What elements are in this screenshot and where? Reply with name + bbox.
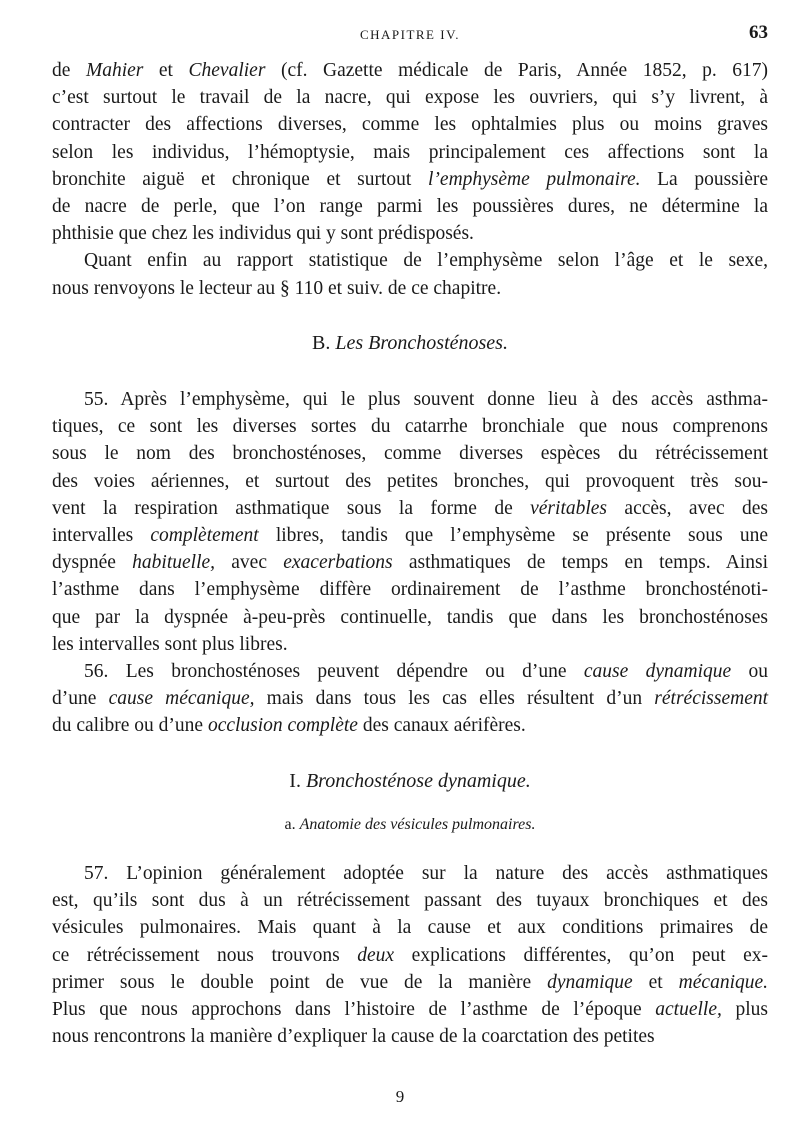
text-line [52, 84, 768, 111]
text-run: de [52, 60, 86, 81]
text-run: du calibre ou d’une [52, 715, 208, 737]
text-run: a. [284, 815, 300, 833]
italic-text: Anatomie des vésicules pulmonaires. [299, 815, 536, 833]
running-head [52, 22, 768, 46]
italic-text: Mahier [85, 60, 144, 81]
text-line [52, 942, 768, 969]
text-run: des voies aériennes, et surtout des petites bronches, qui provoquent très sou- [52, 470, 768, 492]
text-run: 57. L’opinion généralement adoptée sur la nature des accès asthmatiques [84, 863, 768, 885]
italic-text: cause mécanique, [108, 688, 255, 710]
text-line [52, 914, 768, 941]
text-run: B. [312, 331, 336, 354]
text-line [52, 576, 768, 603]
text-run: tiques, ce sont les diverses sortes du catarrhe bronchiale que nous comprenons [52, 416, 768, 438]
text-run: bronchite aiguë et chronique et surtout [52, 168, 428, 190]
text-run: vent la respiration asthmatique sous la forme de [52, 497, 531, 519]
italic-text: complètement [150, 525, 259, 547]
paragraph-57 [52, 860, 768, 1050]
text-run: plus [721, 999, 768, 1021]
paragraph-continuation [52, 57, 768, 247]
text-line [52, 220, 768, 247]
text-run: vésicules pulmonaires. Mais quant à la cause et aux conditions primaires de [52, 917, 768, 939]
text-line [52, 1023, 768, 1050]
text-run: mais dans tous les cas elles résultent d’un [254, 688, 655, 710]
text-line [52, 495, 768, 522]
text-run: phthisie que chez les individus qui y sont prédisposés. [52, 223, 474, 245]
text-run: avec [215, 552, 284, 574]
page-number: 63 [749, 22, 768, 43]
text-run: selon les individus, l’hémoptysie, mais principalement ces affections sont la [52, 141, 768, 163]
body-text [52, 57, 768, 1051]
text-run: explications différentes, qu’on peut ex- [394, 944, 768, 966]
text-run: libres, tandis que l’emphysème se présente sous une [258, 525, 769, 547]
italic-text: Bronchosténose dynamique. [305, 769, 531, 792]
text-line [52, 631, 768, 658]
text-line [52, 712, 768, 739]
text-run: contracter des affections diverses, comme les ophtalmies plus ou moins graves [52, 114, 768, 136]
subsection-heading-a [52, 811, 768, 838]
italic-text: actuelle, [655, 999, 722, 1021]
signature-mark: 9 [395, 1087, 405, 1106]
text-line [52, 604, 768, 631]
text-line [52, 111, 768, 138]
text-line [52, 468, 768, 495]
running-title: CHAPITRE IV. [359, 27, 461, 42]
text-run: ce rétrécissement nous trouvons [52, 944, 358, 966]
text-line [52, 860, 768, 887]
text-line [52, 57, 768, 84]
text-run: accès, avec des [607, 497, 768, 519]
text-run: dyspnée [52, 552, 133, 574]
italic-text: cause dynamique [583, 661, 732, 683]
italic-text: Chevalier [188, 60, 266, 81]
text-line [52, 139, 768, 166]
text-line [52, 658, 768, 685]
italic-text: l’emphysème pulmonaire. [428, 168, 641, 190]
text-line [52, 969, 768, 996]
text-line [52, 522, 768, 549]
text-run: (cf. Gazette médicale de Paris, Année 1852, p. 617) [265, 60, 769, 81]
text-run: et [632, 971, 679, 993]
text-run: intervalles [52, 525, 151, 547]
text-line [52, 247, 768, 274]
text-run: nous renvoyons le lecteur au § 110 et suiv. de ce chapitre. [52, 277, 502, 299]
text-run: d’une [52, 688, 109, 710]
text-line [52, 685, 768, 712]
text-line [52, 440, 768, 467]
italic-text: dynamique [547, 971, 633, 993]
italic-text: rétrécissement [654, 688, 769, 710]
text-run: primer sous le double point de vue de la manière [52, 971, 548, 993]
italic-text: mécanique. [678, 971, 769, 993]
text-run: que par la dyspnée à-peu-près continuelle, tandis que dans les bronchosténoses [52, 606, 768, 628]
text-run: 56. Les bronchosténoses peuvent dépendre ou d’une [84, 661, 584, 683]
text-run: est, qu’ils sont dus à un rétrécissement passant des tuyaux bronchiques et des [52, 890, 768, 912]
italic-text: habituelle, [132, 552, 216, 574]
text-run: de nacre de perle, que l’on range parmi les poussières dures, ne détermine la [52, 196, 768, 218]
text-run: I. [289, 769, 306, 792]
italic-text: deux [357, 944, 395, 966]
text-run: asthmatiques de temps en temps. Ainsi [392, 552, 768, 574]
italic-text: occlusion complète [207, 715, 358, 737]
italic-text: exacerbations [283, 552, 393, 574]
text-line [52, 549, 768, 576]
text-line [52, 193, 768, 220]
text-line [52, 811, 768, 838]
italic-text: véritables [530, 497, 608, 519]
text-run: ou [731, 661, 768, 683]
text-run: La poussière [640, 168, 768, 190]
text-run: nous rencontrons la manière d’expliquer la cause de la coarctation des petites [52, 1026, 655, 1048]
text-run: Quant enfin au rapport statistique de l’emphysème selon l’âge et le sexe, [84, 250, 768, 272]
text-run: sous le nom des bronchosténoses, comme diverses espèces du rétrécissement [52, 443, 768, 465]
italic-text: Les Bronchosténoses. [335, 331, 508, 354]
text-run: Plus que nous approchons dans l’histoire de l’asthme de l’époque [52, 999, 656, 1021]
text-line [52, 166, 768, 193]
paragraph-56 [52, 658, 768, 740]
text-line [52, 887, 768, 914]
text-line [52, 996, 768, 1023]
paragraph-statistics [52, 247, 768, 301]
text-line [52, 386, 768, 413]
text-line [52, 413, 768, 440]
text-run: l’asthme dans l’emphysème diffère ordinairement de l’asthme bronchosténoti- [52, 579, 768, 601]
text-run: c’est surtout le travail de la nacre, qui expose les ouvriers, qui s’y livrent, à [52, 87, 768, 109]
text-run: 55. Après l’emphysème, qui le plus souvent donne lieu à des accès asthma- [84, 389, 768, 411]
text-run: des canaux aérifères. [357, 715, 526, 737]
text-line [52, 275, 768, 302]
section-heading-b [52, 330, 768, 357]
paragraph-55 [52, 386, 768, 658]
text-run: les intervalles sont plus libres. [52, 633, 288, 655]
text-line [52, 768, 768, 795]
subsection-heading-1 [52, 768, 768, 795]
text-run: et [143, 60, 189, 81]
text-line [52, 330, 768, 357]
